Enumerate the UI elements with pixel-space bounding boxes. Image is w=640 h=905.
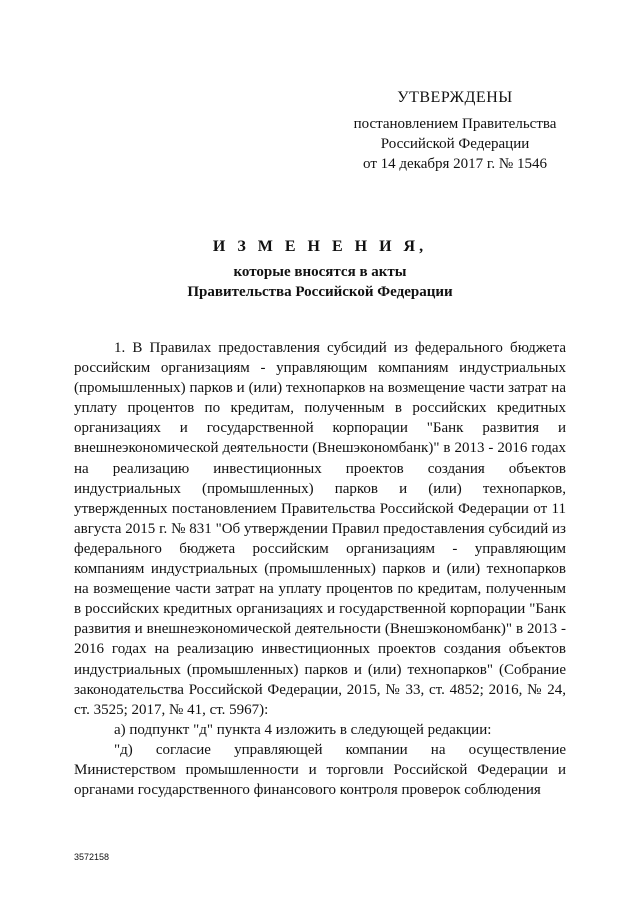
approval-line-2: Российской Федерации — [380, 136, 530, 152]
title-subtitle-1: которые вносятся в акты — [233, 264, 407, 280]
document-title — [0, 236, 640, 302]
document-id: 3572158 — [74, 852, 110, 862]
approval-stamp — [330, 88, 580, 174]
paragraph-2: а) подпункт "д" пункта 4 изложить в следующей редакции: — [114, 721, 492, 738]
title-subtitle-2: Правительства Российской Федерации — [187, 284, 453, 300]
title-main: И З М Е Н Е Н И Я, — [212, 238, 428, 255]
approval-heading: УТВЕРЖДЕНЫ — [397, 89, 513, 106]
document-body — [74, 338, 566, 800]
approval-line-3: от 14 декабря 2017 г. № 1546 — [363, 156, 547, 172]
approval-line-1: постановлением Правительства — [353, 116, 557, 132]
paragraph-3: "д) согласие управляющей компании на осуществление Министерством промышленности и торговли Российской Федерации и органами государственного финансового контроля проверок соблюдения — [74, 741, 566, 799]
paragraph-1: 1. В Правилах предоставления субсидий из федерального бюджета российским организациям - управляющим компаниям индустриальных (промышленных) парков и (или) технопарков на возмещение части затрат на уплату процентов по кредитам, полученным в российских кредитных организациях и государственной корпорации "Банк развития и внешнеэкономической деятельности (Внешэкономбанк)" в 2013 - 2016 годах на реализацию инвестиционных проектов создания объектов индустриальных (промышленных) парков и (или) технопарков, утвержденных постановлением Правительства Российской Федерации от 11 августа 2015 г. № 831 "Об утверждении Правил предоставления субсидий из федерального бюджета российским организациям - управляющим компаниям индустриальных (промышленных) парков и (или) технопарков на возмещение части затрат на уплату процентов по кредитам, полученным в российских кредитных организациях и государственной корпорации "Банк развития и внешнеэкономической деятельности (Внешэкономбанк)" в 2013 - 2016 годах на реализацию инвестиционных проектов создания объектов индустриальных (промышленных) парков и (или) технопарков" (Собрание законодательства Российской Федерации, 2015, № 33, ст. 4852; 2016, № 24, ст. 3525; 2017, № 41, ст. 5967): — [74, 340, 566, 718]
